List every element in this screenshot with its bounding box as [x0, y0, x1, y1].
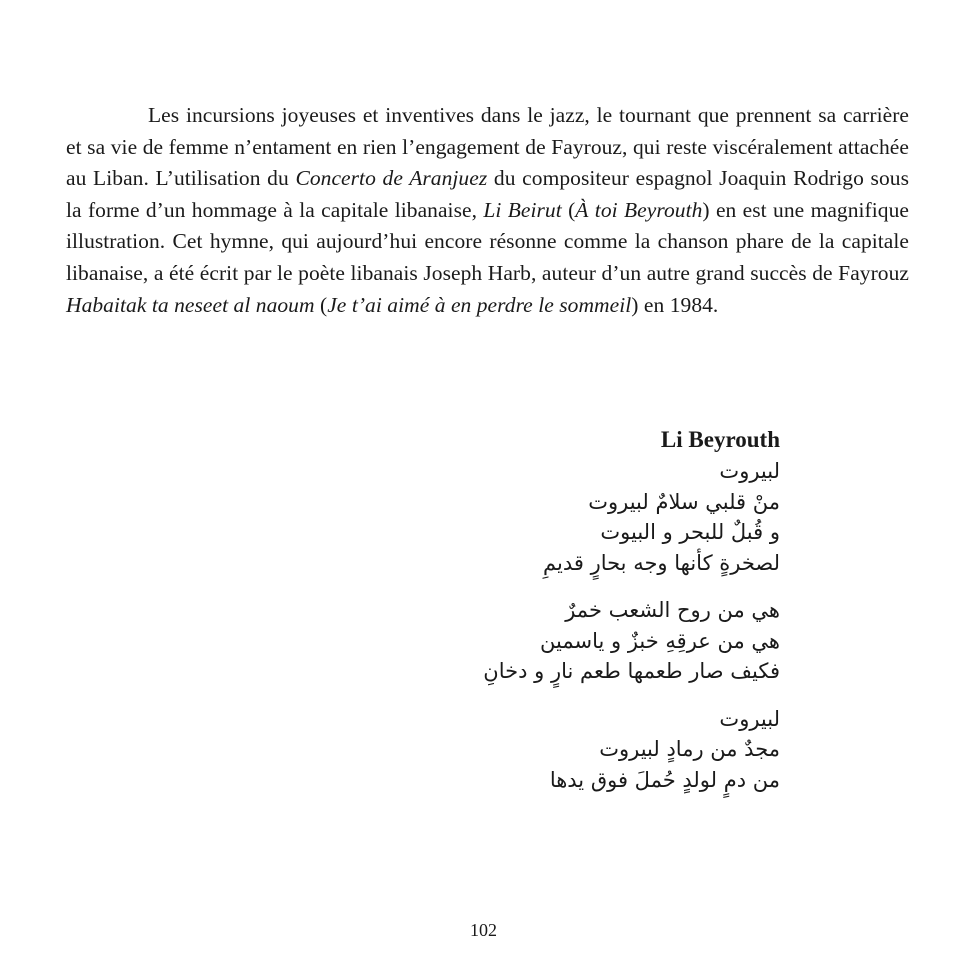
paragraph-text: ) en est une magnifique illustration. Cet hymne, qui aujourd’hui encore résonne comme la chanson phare de la capitale libanaise, a été écrit par le poète libanais Joseph Harb, auteur d’un autre grand succès de Fayrouz	[66, 197, 909, 285]
poem-line: هي من روح الشعب خمرٌ	[565, 598, 780, 622]
paragraph-text: du compositeur espagnol Joaquin Rodrigo sous la forme d’un hommage à la capitale libanaise,	[66, 166, 909, 222]
poem-stanza-2	[483, 595, 780, 687]
paragraph-text: (	[314, 292, 328, 317]
poem-line: لصخرةٍ كأنها وجه بحارٍ قديمِ	[543, 550, 780, 575]
poem-line: لبيروت	[719, 706, 780, 731]
paragraph-text: (	[561, 197, 576, 222]
song-title-translation: Je t’ai aimé à en perdre le sommeil	[327, 292, 632, 317]
poem-line: منْ قلبي سلامٌ لبيروت	[588, 489, 780, 514]
poem-stanza-3	[483, 704, 780, 796]
poem-line: من دمٍ لولدٍ حُملَ فوق يدها	[549, 767, 780, 792]
paragraph-text: ) en 1984.	[631, 292, 719, 317]
poem-line: و قُبلٌ للبحر و البيوت	[600, 520, 780, 544]
work-title-concerto: Concerto de Aranjuez	[295, 166, 488, 191]
song-title-habaitak: Habaitak ta neseet al naoum	[66, 292, 315, 317]
page-number: 102	[470, 920, 497, 940]
poem-line: لبيروت	[719, 459, 780, 483]
body-paragraph	[66, 100, 909, 321]
poem-title: Li Beyrouth	[660, 427, 780, 452]
song-title-li-beirut: Li Beirut	[483, 197, 562, 222]
poem-block	[483, 424, 780, 795]
poem-line: هي من عرقِهِ خبزٌ و ياسمين	[540, 628, 780, 653]
poem-line: مجدٌ من رمادٍ لبيروت	[599, 737, 780, 761]
poem-line: فكيف صار طعمها طعم نارٍ و دخانِ	[483, 659, 780, 683]
paragraph-text: Les incursions joyeuses et inventives dans le jazz, le tournant que prennent sa carrière et sa vie de femme n’entament en rien l’engagement de Fayrouz, qui reste viscéralement attachée au Liban. L’utilisation du	[66, 103, 909, 191]
song-title-translation: À toi Beyrouth	[575, 197, 703, 222]
poem-stanza-1	[483, 456, 780, 578]
